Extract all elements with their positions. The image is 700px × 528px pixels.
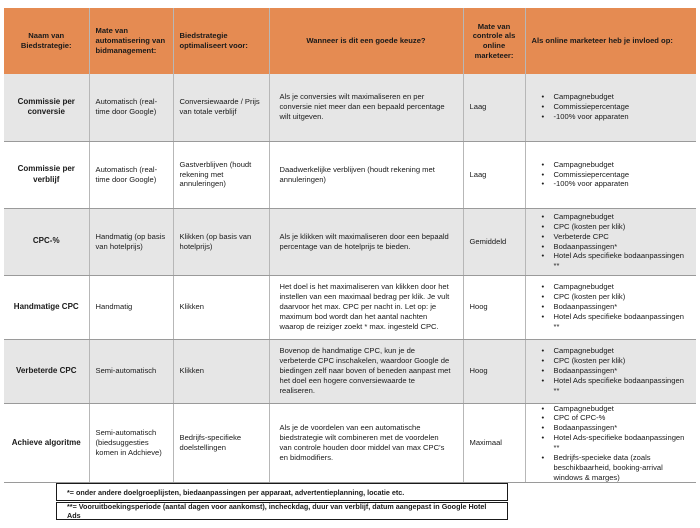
list-item: • CPC (kosten per klik) [542,292,691,302]
list-item: • Hotel Ads specifieke bodaanpassingen ** [542,251,691,271]
table-header-row [4,8,696,74]
automation-cell: Automatisch (real-time door Google) [89,141,173,208]
strategy-name: Commissie per conversie [4,74,89,141]
influence-list [532,92,691,122]
strategy-name: Handmatige CPC [4,275,89,339]
list-item: • Campagnebudget [542,160,691,170]
list-item: • Campagnebudget [542,404,691,414]
header-optimizes: Biedstrategie optimaliseert voor: [173,8,269,74]
when-cell: Daadwerkelijke verblijven (houdt rekening met annuleringen) [269,141,463,208]
automation-cell: Semi-automatisch (biedsuggesties komen in Adchieve) [89,403,173,483]
control-cell: Gemiddeld [463,208,525,275]
list-item: • CPC of CPC-% [542,413,691,423]
bid-strategy-table [4,8,696,483]
optimizes-cell: Klikken [173,275,269,339]
list-item: • CPC (kosten per klik) [542,222,691,232]
influence-cell [525,141,696,208]
list-item: • Bodaanpassingen* [542,423,691,433]
list-item: • Commissiepercentage [542,170,691,180]
list-item: • Verbeterde CPC [542,232,691,242]
list-item: • -100% voor apparaten [542,179,691,189]
list-item: • CPC (kosten per klik) [542,356,691,366]
footnote-2: **= Vooruitboekingsperiode (aantal dagen voor aankomst), incheckdag, duur van verblijf, datum aangepast in Google Hotel Ads [56,502,508,520]
strategy-name: Commissie per verblijf [4,141,89,208]
optimizes-cell: Klikken [173,339,269,403]
influence-list [532,212,691,271]
list-item: • Bodaanpassingen* [542,302,691,312]
table-row [4,74,696,141]
list-item: • Campagnebudget [542,346,691,356]
control-cell: Laag [463,141,525,208]
influence-list [532,282,691,331]
strategy-name: Verbeterde CPC [4,339,89,403]
table-row [4,339,696,403]
list-item: • Bedrijfs-specieke data (zoals beschikbaarheid, booking-arrival windows & marges) [542,453,691,483]
automation-cell: Handmatig (op basis van hotelprijs) [89,208,173,275]
optimizes-cell: Bedrijfs-specifieke doelstellingen [173,403,269,483]
influence-cell [525,208,696,275]
list-item: • Hotel Ads specifieke bodaanpassingen ** [542,376,691,396]
control-cell: Maximaal [463,403,525,483]
table-row [4,208,696,275]
influence-cell [525,403,696,483]
influence-list [532,160,691,190]
when-cell: Als je klikken wilt maximaliseren door een bepaald percentage van de hotelprijs te bieden. [269,208,463,275]
header-influence: Als online marketeer heb je invloed op: [525,8,696,74]
automation-cell: Automatisch (real-time door Google) [89,74,173,141]
list-item: • Hotel Ads-specifieke bodaanpassingen ** [542,433,691,453]
automation-cell: Semi-automatisch [89,339,173,403]
list-item: • Campagnebudget [542,92,691,102]
influence-cell [525,74,696,141]
control-cell: Hoog [463,275,525,339]
header-strategy-name: Naam van Biedstrategie: [4,8,89,74]
automation-cell: Handmatig [89,275,173,339]
optimizes-cell: Gastverblijven (houdt rekening met annuleringen) [173,141,269,208]
optimizes-cell: Klikken (op basis van hotelprijs) [173,208,269,275]
control-cell: Hoog [463,339,525,403]
bid-strategy-table-wrapper [4,8,696,482]
list-item: • Campagnebudget [542,212,691,222]
header-automation: Mate van automatisering van bidmanagement: [89,8,173,74]
control-cell: Laag [463,74,525,141]
when-cell: Het doel is het maximaliseren van klikken door het instellen van een maximaal bedrag per klik. Je vult daarvoor het max. CPC per nacht in. Let op: je maximum bod wordt dan het aantal nachten waarop de reiziger zoekt * max. ingesteld CPC. [269,275,463,339]
list-item: • Bodaanpassingen* [542,366,691,376]
footnote-1: *= onder andere doelgroeplijsten, biedaanpassingen per apparaat, advertentieplanning, locatie etc. [56,483,508,501]
table-row [4,141,696,208]
header-control: Mate van controle als online marketeer: [463,8,525,74]
table-row [4,403,696,483]
when-cell: Als je conversies wilt maximaliseren en per conversie niet meer dan een bepaald percentage wilt uitgeven. [269,74,463,141]
list-item: • Bodaanpassingen* [542,242,691,252]
strategy-name: Achieve algoritme [4,403,89,483]
header-when: Wanneer is dit een goede keuze? [269,8,463,74]
table-row [4,275,696,339]
list-item: • Hotel Ads specifieke bodaanpassingen ** [542,312,691,332]
influence-list [532,404,691,483]
list-item: • Commissiepercentage [542,102,691,112]
influence-list [532,346,691,395]
list-item: • Campagnebudget [542,282,691,292]
when-cell: Als je de voordelen van een automatische biedstrategie wilt combineren met de voordelen van controle houden door middel van max CPC’s en bidmodifiers. [269,403,463,483]
when-cell: Bovenop de handmatige CPC, kun je de verbeterde CPC inschakelen, waardoor Google de biedingen zelf naar boven of beneden aanpast met het doel een hogere conversiewaarde te realiseren. [269,339,463,403]
influence-cell [525,339,696,403]
optimizes-cell: Conversiewaarde / Prijs van totale verblijf [173,74,269,141]
strategy-name: CPC-% [4,208,89,275]
list-item: • -100% voor apparaten [542,112,691,122]
influence-cell [525,275,696,339]
